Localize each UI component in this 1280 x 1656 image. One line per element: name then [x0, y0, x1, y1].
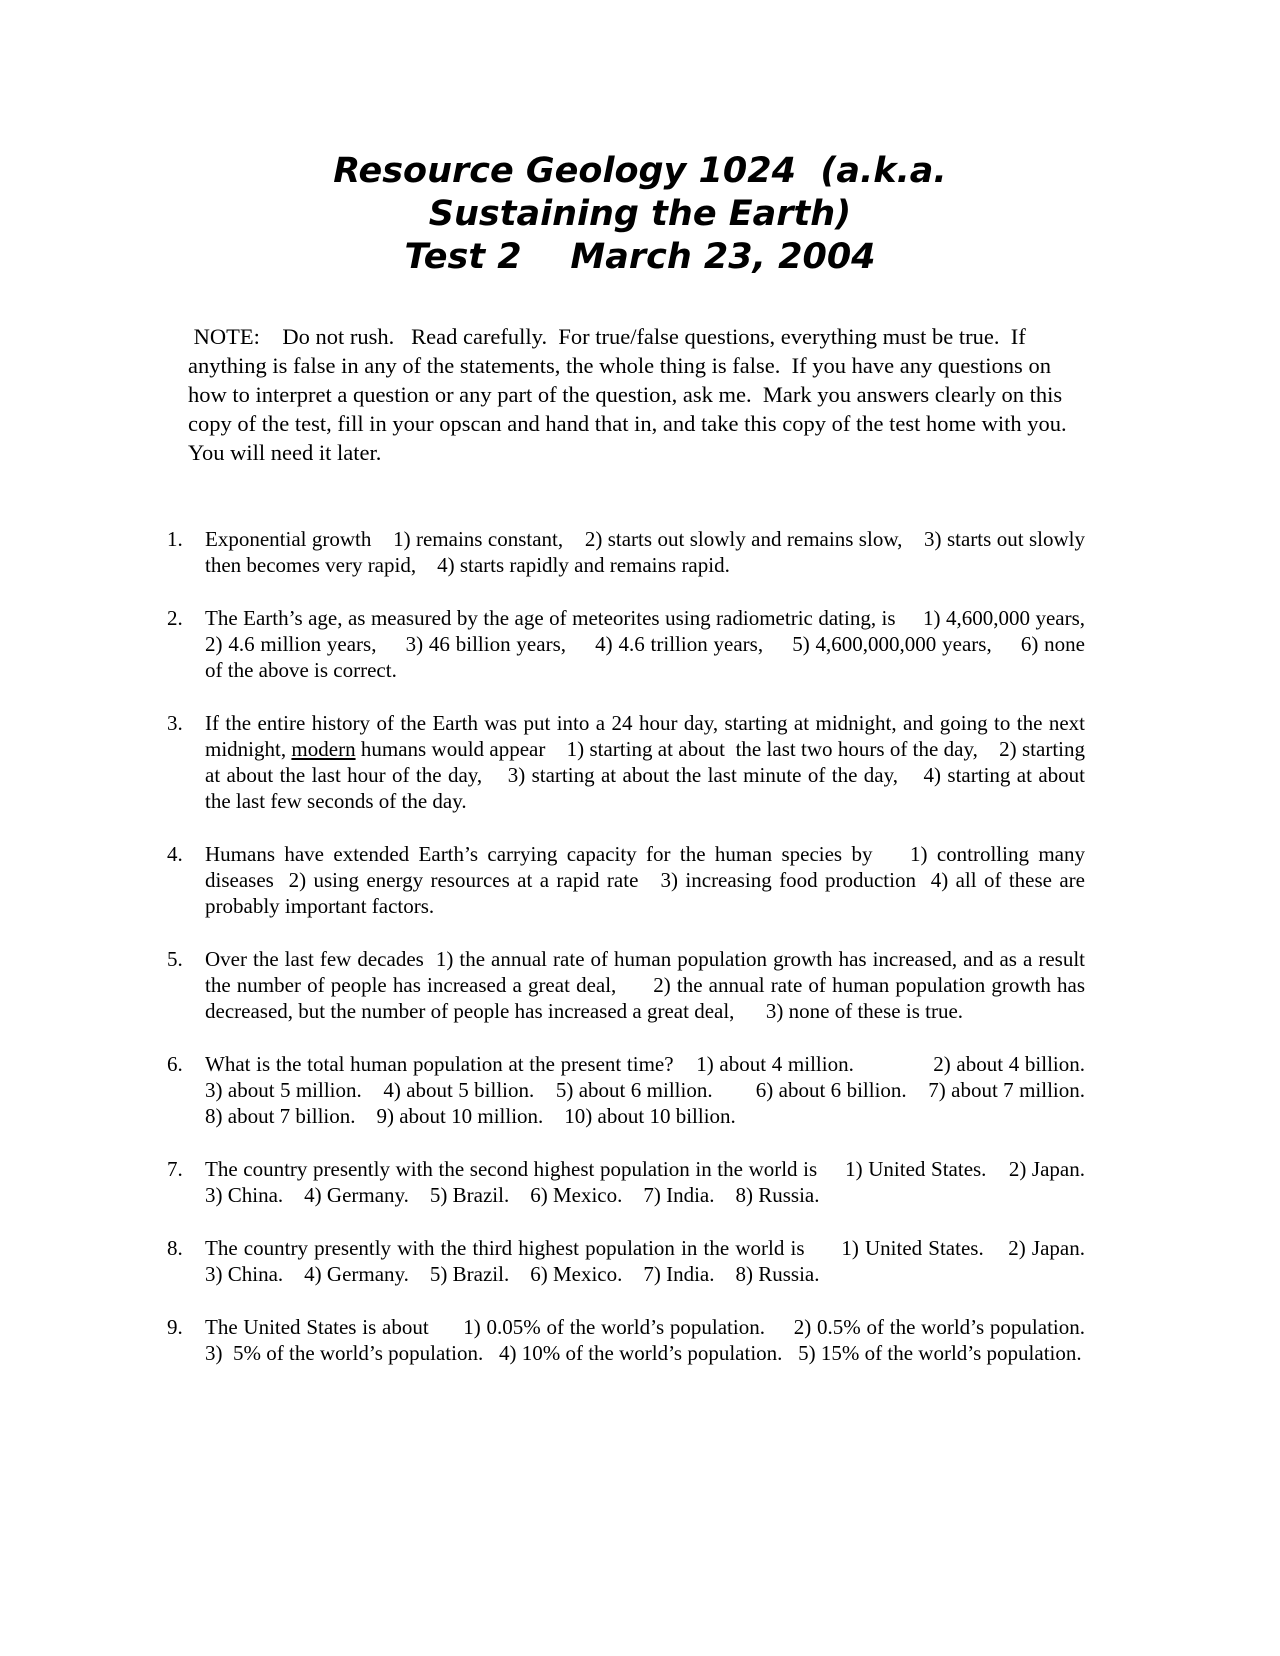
question-number: 3. [167, 711, 183, 735]
question-text: The Earth’s age, as measured by the age of meteorites using radiometric dating, is 1) 4,600,000 years, 2) 4.6 million years, 3) 46 billion years, 4) 4.6 trillion years, 5) 4,600,000,000 years, 6) none of the above is correct. [205, 606, 1112, 682]
title-line-3: Test 2 March 23, 2004 [404, 237, 876, 277]
question-item [0, 1051, 1280, 1129]
title-line-1: Resource Geology 1024 (a.k.a. [333, 151, 947, 191]
question-number: 9. [167, 1315, 183, 1339]
question-number: 7. [167, 1157, 183, 1181]
question-text: Exponential growth 1) remains constant, 2) starts out slowly and remains slow, 3) starts out slowly then becomes very rapid, 4) starts rapidly and remains rapid. [205, 527, 1091, 577]
question-item [0, 1156, 1280, 1208]
question-number: 8. [167, 1236, 183, 1260]
question-text: Humans have extended Earth’s carrying capacity for the human species by 1) controlling many diseases 2) using energy resources at a rapid rate 3) increasing food production 4) all of these are probably important factors. [205, 842, 1091, 918]
question-number: 5. [167, 947, 183, 971]
question-list [0, 526, 1280, 1393]
question-item [0, 841, 1280, 919]
underlined-word: modern [291, 737, 356, 761]
question-item [0, 946, 1280, 1024]
question-item [0, 1314, 1280, 1366]
question-number: 6. [167, 1052, 183, 1076]
question-text: Over the last few decades 1) the annual rate of human population growth has increased, and as a result the number of people has increased a great deal, 2) the annual rate of human population growth has decreased, but the number of people has increased a great deal, 3) none of these is true. [205, 947, 1091, 1023]
question-text-start: If the entire history of the Earth was put into a 24 hour day, starting at midnight, and going to the next midnight, [205, 711, 1091, 761]
question-text: The United States is about 1) 0.05% of the world’s population. 2) 0.5% of the world’s population. 3) 5% of the world’s population. 4) 10% of the world’s population. 5) 15% of the world’s population. [205, 1315, 1101, 1365]
title-line-2: Sustaining the Earth) [428, 194, 852, 234]
question-text [205, 710, 1091, 814]
question-item [0, 710, 1280, 814]
question-text: The country presently with the third highest population in the world is 1) United States. 2) Japan. 3) China. 4) Germany. 5) Brazil. 6) Mexico. 7) India. 8) Russia. [205, 1236, 1106, 1286]
question-text-end: humans would appear 1) starting at about the last two hours of the day, 2) starting at about the last hour of the day, 3) starting at about the last minute of the day, 4) starting at about the last few seconds of the day. [205, 737, 1091, 813]
page-title [0, 150, 1280, 279]
question-number: 2. [167, 606, 183, 630]
question-item [0, 605, 1280, 683]
question-item [0, 1235, 1280, 1287]
instructions-note: NOTE: Do not rush. Read carefully. For true/false questions, everything must be true. If anything is false in any of the statements, the whole thing is false. If you have any questions on how to interpret a question or any part of the question, ask me. Mark you answers clearly on this copy of the test, fill in your opscan and hand that in, and take this copy of the test home with you. You will need it later. [188, 324, 1077, 465]
question-text: What is the total human population at the present time? 1) about 4 million. 2) about 4 billion. 3) about 5 million. 4) about 5 billion. 5) about 6 million. 6) about 6 billion. 7) about 7 million. 8) about 7 billion. 9) about 10 million. 10) about 10 billion. [205, 1052, 1106, 1128]
question-text: The country presently with the second highest population in the world is 1) United States. 2) Japan. 3) China. 4) Germany. 5) Brazil. 6) Mexico. 7) India. 8) Russia. [205, 1157, 1106, 1207]
question-number: 1. [167, 527, 183, 551]
question-number: 4. [167, 842, 183, 866]
question-item [0, 526, 1280, 578]
